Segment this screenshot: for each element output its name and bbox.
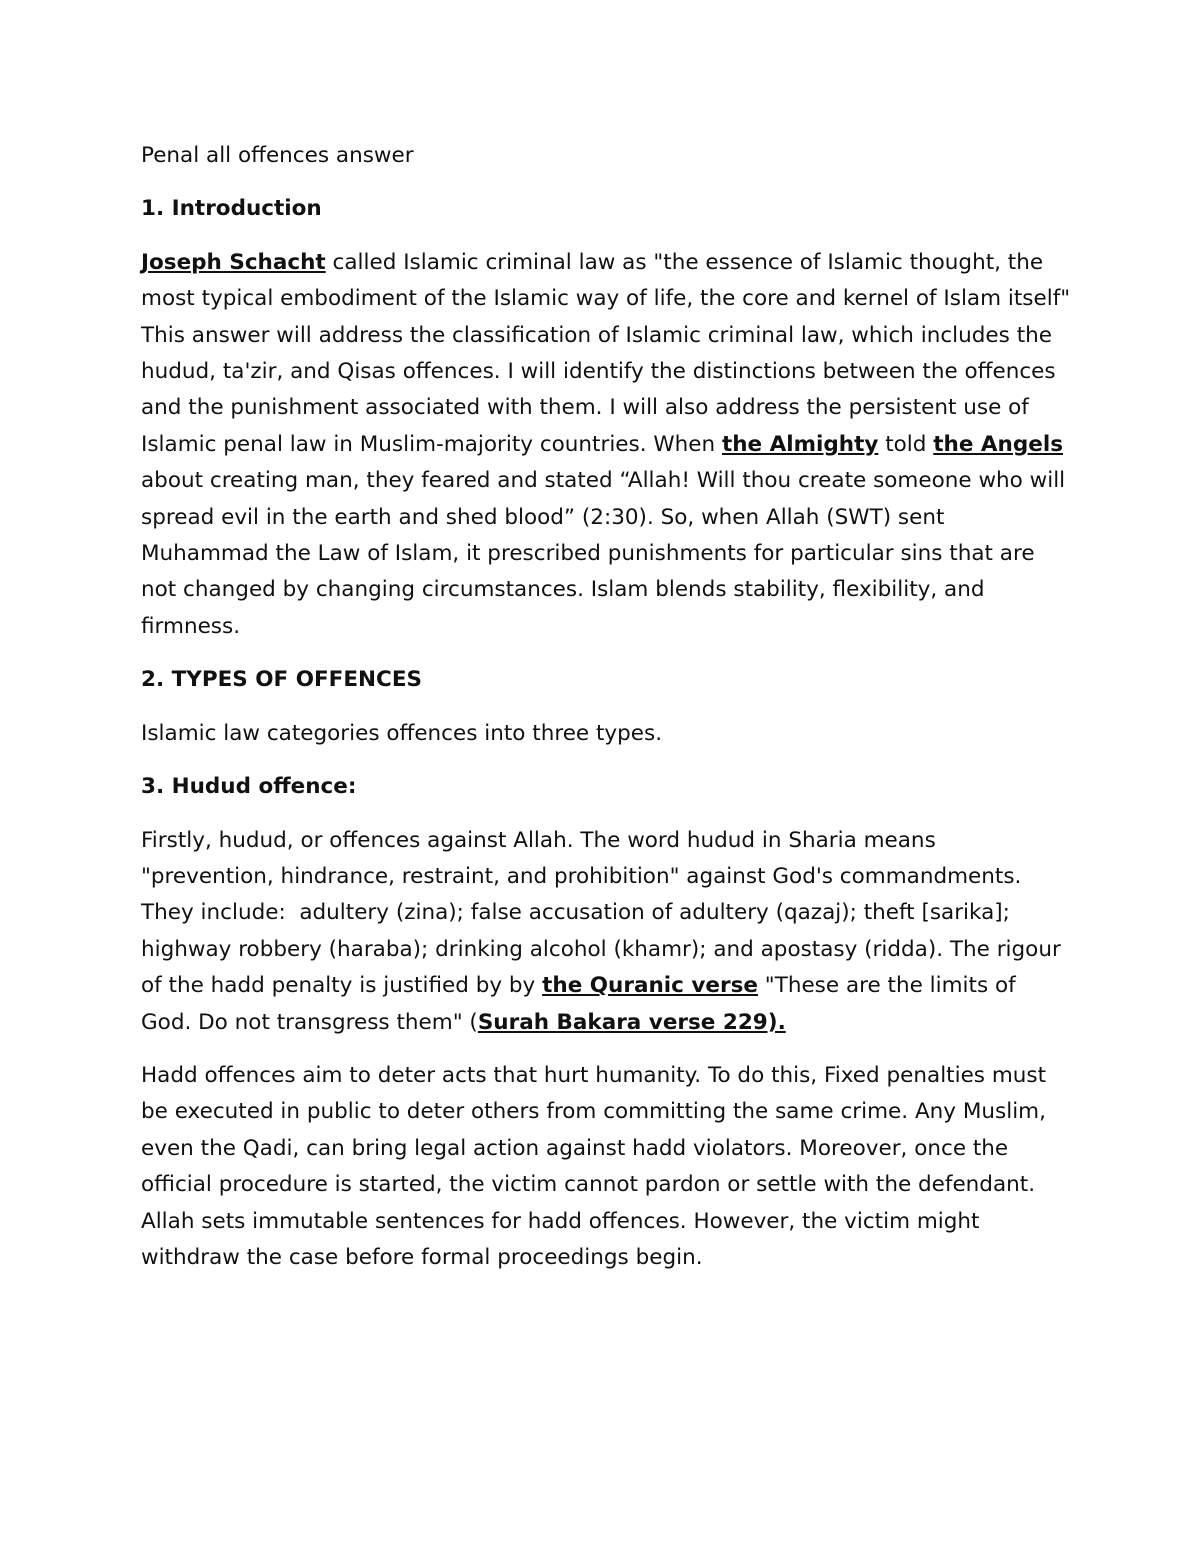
section-heading-types-of-offences: 2. TYPES OF OFFENCES xyxy=(141,667,422,693)
introduction-text-3: about creating man, they feared and stated “Allah! Will thou create someone who will spread evil in the earth and shed blood” (2:30). So, when Allah (SWT) sent Muhammad the Law of Islam, it prescribed punishments for particular sins that are not changed by changing circumstances. Islam blends stability, flexibility, and firmness. xyxy=(141,431,1072,639)
link-the-angels[interactable]: the Angels xyxy=(933,431,1064,457)
introduction-text-1: called Islamic criminal law as "the essence of Islamic thought, the most typical embodiment of the Islamic way of life, the core and kernel of Islam itself" This answer will address the classification of Islamic criminal law, which includes the hudud, ta'zir, and Qisas offences. I will identify the distinctions between the offences and the punishment associated with them. I will also address the persistent use of Islamic penal law in Muslim-majority countries. When xyxy=(141,249,1077,457)
introduction-text-2: told xyxy=(878,431,934,457)
document-page xyxy=(141,138,1077,1293)
link-the-almighty[interactable]: the Almighty xyxy=(721,431,879,457)
section-heading-introduction: 1. Introduction xyxy=(141,196,322,222)
section-heading-hudud-offence: 3. Hudud offence: xyxy=(141,774,357,800)
document-title: Penal all offences answer xyxy=(141,143,414,168)
hudud-paragraph-2: Hadd offences aim to deter acts that hurt humanity. To do this, Fixed penalties must be executed in public to deter others from committing the same crime. Any Muslim, even the Qadi, can bring legal action against hadd violators. Moreover, once the official procedure is started, the victim cannot pardon or settle with the defendant. Allah sets immutable sentences for hadd offences. However, the victim might withdraw the case before formal proceedings begin. xyxy=(141,1062,1053,1270)
link-joseph-schacht[interactable]: Joseph Schacht xyxy=(141,249,326,275)
hudud-text-2: "These are the limits of God. Do not transgress them" ( xyxy=(141,973,1023,1035)
hudud-paragraph-1 xyxy=(141,823,1071,1041)
link-quranic-verse[interactable]: the Quranic verse xyxy=(542,973,758,999)
introduction-paragraph xyxy=(141,245,1077,645)
hudud-text-1: Firstly, hudud, or offences against Allah. The word hudud in Sharia means "prevention, hindrance, restraint, and prohibition" against God's commandments. They include: adultery (zina); false accusation of adultery (qazaj); theft [sarika]; highway robbery (haraba); drinking alcohol (khamr); and apostasy (ridda). The rigour of the hadd penalty is justified by by xyxy=(141,827,1068,999)
types-of-offences-paragraph: Islamic law categories offences into three types. xyxy=(141,720,663,746)
link-surah-bakara[interactable]: Surah Bakara verse 229). xyxy=(477,1009,786,1035)
